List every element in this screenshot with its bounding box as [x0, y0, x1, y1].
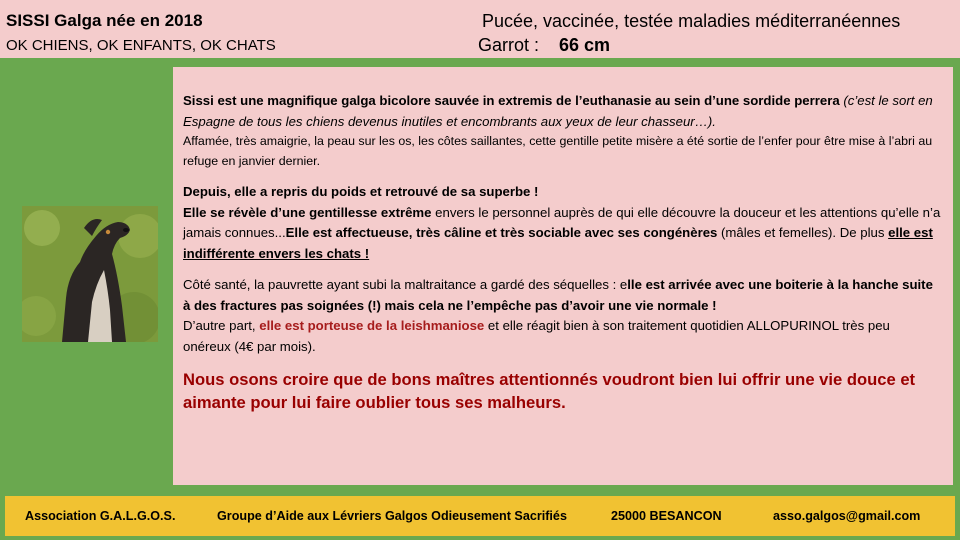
withers-height	[478, 35, 610, 56]
withers-value: 66 cm	[559, 35, 611, 55]
health-paragraph: Côté santé, la pauvrette ayant subi la maltraitance a gardé des séquelles : elle est arrivée avec une boiterie à la hanche suite à des fractures pas soignées (!) mais cela ne l’empêche pas d’avoir une vie normale !	[183, 277, 933, 313]
association-name: Association G.A.L.G.O.S.	[25, 509, 176, 523]
association-city: 25000 BESANCON	[611, 509, 722, 523]
leishmaniose-paragraph: D’autre part, elle est porteuse de la leishmaniose et elle réagit bien à son traitement quotidien ALLOPURINOL très peu onéreux (4€ par mois).	[183, 318, 890, 354]
withers-label: Garrot :	[478, 35, 540, 55]
footer-banner	[5, 496, 955, 536]
adoption-appeal: Nous osons croire que de bons maîtres attentionnés voudront bien lui offrir une vie douce et aimante pour lui faire oublier tous ses malheurs.	[183, 370, 916, 412]
temperament-bold-line: Depuis, elle a repris du poids et retrouvé de sa superbe !	[183, 184, 539, 199]
greyhound-photo	[22, 206, 158, 342]
rescue-story: Sissi est une magnifique galga bicolore sauvée in extremis de l’euthanasie au sein d’une sordide perrera (c’est le sort en Espagne de tous les chiens devenus inutiles et encombrants aux yeux de leur chasseur…).	[183, 93, 933, 129]
rescue-details: Affamée, très amaigrie, la peau sur les os, les côtes saillantes, cette gentille petite misère a été sortie de l’enfer pour être mise à l’abri au refuge en janvier dernier.	[183, 134, 933, 168]
cats-indifferent: elle est indifférente envers les chats !	[183, 225, 933, 261]
temperament-paragraph: Elle se révèle d’une gentillesse extrême envers le personnel auprès de qui elle découvre la douceur et les attentions qu’elle n’a jamais connues...Elle est affectueuse, très câline et très sociable avec ses congénères (mâles et femelles). De plus elle est indifférente envers les chats !	[183, 204, 941, 261]
header-banner	[0, 0, 960, 58]
description-panel	[173, 67, 953, 485]
contact-email[interactable]: asso.galgos@gmail.com	[773, 509, 921, 523]
association-full-name: Groupe d’Aide aux Lévriers Galgos Odieusement Sacrifiés	[217, 509, 567, 523]
dog-title: SISSI Galga née en 2018	[6, 11, 203, 30]
health-status: Pucée, vaccinée, testée maladies méditerranéennes	[482, 11, 901, 31]
leishmaniose-warning: elle est porteuse de la leishmaniose	[259, 318, 485, 333]
compatibility-line: OK CHIENS, OK ENFANTS, OK CHATS	[6, 37, 276, 54]
